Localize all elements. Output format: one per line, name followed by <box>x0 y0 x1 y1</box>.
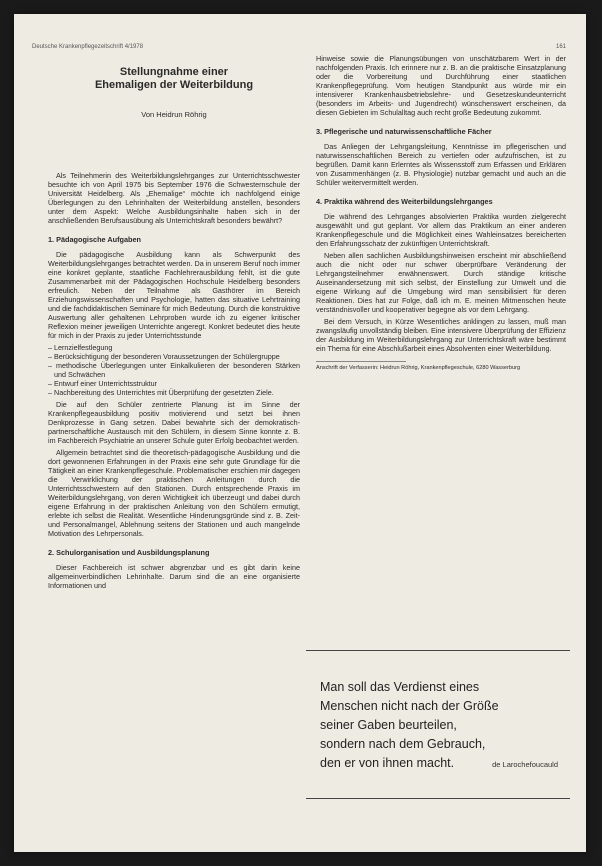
title-line-1: Stellungnahme einer <box>119 66 229 78</box>
section-4-heading: 4. Praktika während des Weiterbildungslehrganges <box>316 197 493 206</box>
list-item: – Lernzielfestlegung <box>48 343 300 352</box>
quote-line-1: Man soll das Verdienst eines <box>320 680 480 694</box>
journal-name: Deutsche Krankenpflegezeitschrift 4/1978 <box>32 44 144 50</box>
quote-line-4: sondern nach dem Gebrauch, <box>320 737 486 751</box>
page-number: 161 <box>555 44 566 50</box>
section-1-paragraph-1: Die pädagogische Ausbildung kann als Schwerpunkt des Weiterbildungslehrganges betrachtet werden. Da in unserem Beruf noch immer eine konkret geplante, staatliche Fachlehrerausbildung fehlt, ist die gute Zusammenarbeit mit der Pädagogischen Hochschule Heidelberg besonders erfreulich. Neben der Teilnahme als Gasthörer im Bereich Erziehungswissenschaften und Psychologie, hatten das situative Lehrtraining und die fachdidaktischen Seminare für mich Bedeutung. Durch die konstruktive Auswertung aller gehaltenen Lehrproben wurde ich zu eigener kritischer Reflexion meiner jeweiligen Unterrichte angeregt. Konkret bedeutet dies heute für mich in der Praxis zu jeder Unterrichtsstunde <box>48 250 300 340</box>
document-page <box>14 14 586 852</box>
section-1-heading: 1. Pädagogische Aufgaben <box>48 235 141 244</box>
section-1-paragraph-2: Die auf den Schüler zentrierte Planung ist im Sinne der Krankenpflegeausbildung positiv motivierend und setzt bei ihnen Denkprozesse in Gang setzen. Dabei bewahrte sich der demokratisch-partnerschaftliche Austausch mit den Schülern, in diesem Sinne konnte z. B. im Fachbereich Psychiatrie an unserer Schule guter Erfolg beobachtet werden. <box>48 400 300 445</box>
quote-line-2: Menschen nicht nach der Größe <box>320 699 499 713</box>
section-2-paragraph-1: Dieser Fachbereich ist schwer abgrenzbar und es gibt darin keine allgemeinverbindlichen Lehrinhalte. Darum sind die an eine organisierte Informationen und <box>48 563 300 590</box>
left-column <box>48 66 300 593</box>
quote-author: de Larochefoucauld <box>492 760 558 769</box>
section-4-paragraph-2: Neben allen sachlichen Ausbildungshinweisen erscheint mir abschließend auch die nicht oder nur schwer überprüfbare Veränderung der Lehrgangsteilnehmer erwähnenswert. Durch ständige kritische Auseinandersetzung mit sich selbst, der Einstellung zur Umwelt und die eigene Wirkung auf die Umgebung wird man sensibilisiert für deren Reaktionen. Dies hat zur Folge, daß ich m. E. meinen Mitmenschen heute verständnisvoller und kooperativer begegne als vor dem Lehrgang. <box>316 251 566 314</box>
quote-line-5: den er von ihnen macht. <box>320 756 455 770</box>
section-2-heading: 2. Schulorganisation und Ausbildungsplanung <box>48 548 210 557</box>
section-4-paragraph-3: Bei dem Versuch, in Kürze Wesentliches anklingen zu lassen, muß man zwangsläufig unvollständig bleiben. Eine intensivere Überprüfung der Effizienz der Ausbildung im Weiterbildungslehrgang zur Unterrichtskraft wäre bestimmt ein Thema für eine Abschlußarbeit eines Absolventen einer Weiterbildung. <box>316 317 566 353</box>
list-item: – Berücksichtigung der besonderen Voraussetzungen der Schülergruppe <box>48 352 300 361</box>
list-item: – Entwurf einer Unterrichtsstruktur <box>48 379 300 388</box>
quote-line-3: seiner Gaben beurteilen, <box>320 718 457 732</box>
section-4-paragraph-1: Die während des Lehrganges absolvierten Praktika wurden zielgerecht ausgewählt und gut geplant. Vor allem das Praktikum an einer anderen Krankenpflegeschule und die Möglichkeit eines Wahleinsatzes bereicherten den Erfahrungsschatz der zukünftigen Unterrichtskraft. <box>316 212 566 248</box>
intro-paragraph: Als Teilnehmerin des Weiterbildungslehrganges zur Unterrichtsschwester besuchte ich von April 1975 bis September 1976 die Schwesternschule der Universität Heidelberg. Als „Ehemalige“ möchte ich nachfolgend einige Überlegungen zu den Lehrinhalten der Weiterbildung anstellen, besonders unter dem Aspekt: Welche Ausbildungsinhalte haben sich in der anschließenden Berufsausübung als Unterrichtskraft besonders bewährt? <box>48 171 300 225</box>
section-2-continuation: Hinweise sowie die Planungsübungen von unschätzbarem Wert in der nachfolgenden Praxis. Ich erinnere nur z. B. an die praktische Einsatzplanung oder die Vorbereitung und Durchführung einer staatlichen Krankenpflegeprüfung. Vom heutigen Standpunkt aus würde mir ein intensiverer Krankenhausbetriebslehre- und Gesetzeskundeunterricht (besonders im Arbeits- und Jugendrecht) wünschenswert erscheinen, da diesen Gebieten im Schulalltag auch recht große Bedeutung zukommt. <box>316 54 566 117</box>
author-address-footnote <box>316 361 521 372</box>
quote-bottom-rule <box>306 798 570 799</box>
section-1-list <box>48 343 300 397</box>
section-3-paragraph-1: Das Anliegen der Lehrgangsleitung, Kenntnisse im pflegerischen und naturwissenschaftlichen Bereich zu vertiefen oder aufzufrischen, ist zu begrüßen. Damit kann Erlerntes als Wissensstoff zum Erfassen und Erklären von Zusammenhängen (z. B. Physiologie) nutzbar gemacht und auch an die Schüler weitervermittelt werden. <box>316 142 566 187</box>
article-author: Von Heidrun Röhrig <box>141 110 207 119</box>
list-item: – methodische Überlegungen unter Einkalkulieren der besonderen Stärken und Schwächen <box>48 361 300 379</box>
list-item: – Nachbereitung des Unterrichtes mit Überprüfung der gesetzten Ziele. <box>48 388 300 397</box>
section-1-paragraph-3: Allgemein betrachtet sind die theoretisch-pädagogische Ausbildung und die dort gewonnenen Erfahrungen in der Praxis eine sehr gute Grundlage für die Tätigkeit an einer Krankenpflegeschule. Problematischer erschien mir dagegen die Verwirklichung der praktischen Anleitungen durch die Unterrichtsschwestern auf den Stationen. Durch entsprechende Praxis im Weiterbildungslehrgang, von deren Wichtigkeit ich überzeugt und dabei durch eigene Erfahrung in der praktischen Anleitung von den Schülern ermutigt, erlebte ich selbst die Realität. Wesentliche Hinderungsgründe sind z. B. Zeit- und Personalmangel, Ablehnung seitens der Stationen und auch mangelnde Motivation des Lehrpersonals. <box>48 448 300 538</box>
quote-top-rule <box>306 650 570 651</box>
footnote-text: Anschrift der Verfasserin: Heidrun Röhrig, Krankenpflegeschule, 6280 Wasserburg <box>316 365 521 371</box>
quote-block <box>320 678 560 773</box>
section-3-heading: 3. Pflegerische und naturwissenschaftliche Fächer <box>316 127 492 136</box>
right-column <box>316 54 566 372</box>
article-title <box>48 66 300 92</box>
title-line-2: Ehemaligen der Weiterbildung <box>94 79 254 91</box>
